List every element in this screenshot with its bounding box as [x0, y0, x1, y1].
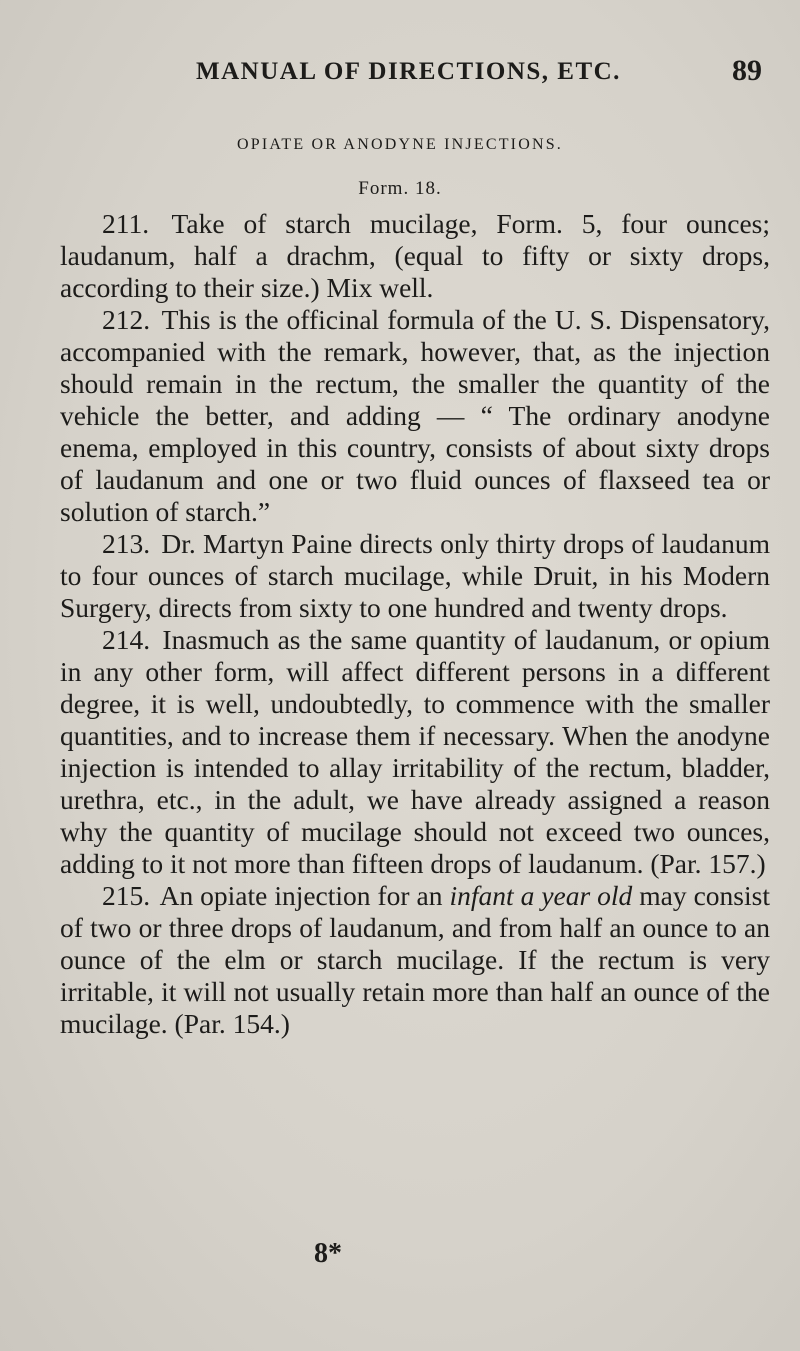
section-title: OPIATE OR ANODYNE INJECTIONS.	[236, 136, 564, 153]
running-head	[196, 54, 762, 92]
paragraph-text-after: may consist of two or three drops of laudanum, and from half an ounce to an ounce of the elm or starch mucilage. If the rectum is very irritable, it will not usually retain more than half an ounce of the mucilage. (Par. 154.)	[60, 880, 770, 1039]
paragraph-text: Inasmuch as the same quantity of laudanum, or opium in any other form, will affect different persons in a different degree, it is well, undoubtedly, to commence with the smaller quantities, and to increase them if necessary. When the anodyne injection is intended to allay irritability of the rectum, bladder, urethra, etc., in the adult, we have already assigned a reason why the quantity of mucilage should not exceed two ounces, adding to it not more than fifteen drops of laudanum. (Par. 157.)	[60, 624, 771, 879]
paragraph-number: 211.	[102, 208, 150, 239]
paragraph-214	[60, 624, 770, 880]
paragraph-number: 212.	[102, 304, 151, 335]
paragraph-text: This is the officinal formula of the U. S. Dispensatory, accompanied with the remark, however, that, as the injection should remain in the rectum, the smaller the quantity of the vehicle the better, and adding — “ The ordinary anodyne enema, employed in this country, consists of about sixty drops of laudanum and one or two fluid ounces of flaxseed tea or solution of starch.”	[60, 304, 770, 527]
paragraph-number: 214.	[102, 624, 151, 655]
paragraph-text-italic: infant a year old	[449, 880, 633, 911]
paragraph-text: Dr. Martyn Paine directs only thirty drops of laudanum to four ounces of starch mucilage, while Druit, in his Modern Surgery, directs from sixty to one hundred and twenty drops.	[60, 528, 770, 623]
running-head-title: MANUAL OF DIRECTIONS, ETC.	[196, 58, 621, 85]
paragraph-212	[60, 304, 770, 528]
page-number: 89	[732, 54, 762, 87]
paragraph-213	[60, 528, 770, 624]
signature-mark: 8*	[314, 1238, 342, 1269]
paragraph-text: Take of starch mucilage, Form. 5, four ounces; laudanum, half a drachm, (equal to fifty or sixty drops, according to their size.) Mix well.	[60, 208, 770, 303]
paragraph-215	[60, 880, 770, 1040]
paragraph-text-before: An opiate injection for an	[159, 880, 450, 911]
paragraph-211	[60, 208, 770, 304]
form-label: Form. 18.	[358, 178, 442, 199]
paragraph-number: 215.	[102, 880, 151, 911]
paragraph-number: 213.	[102, 528, 151, 559]
body-text	[60, 208, 770, 1040]
